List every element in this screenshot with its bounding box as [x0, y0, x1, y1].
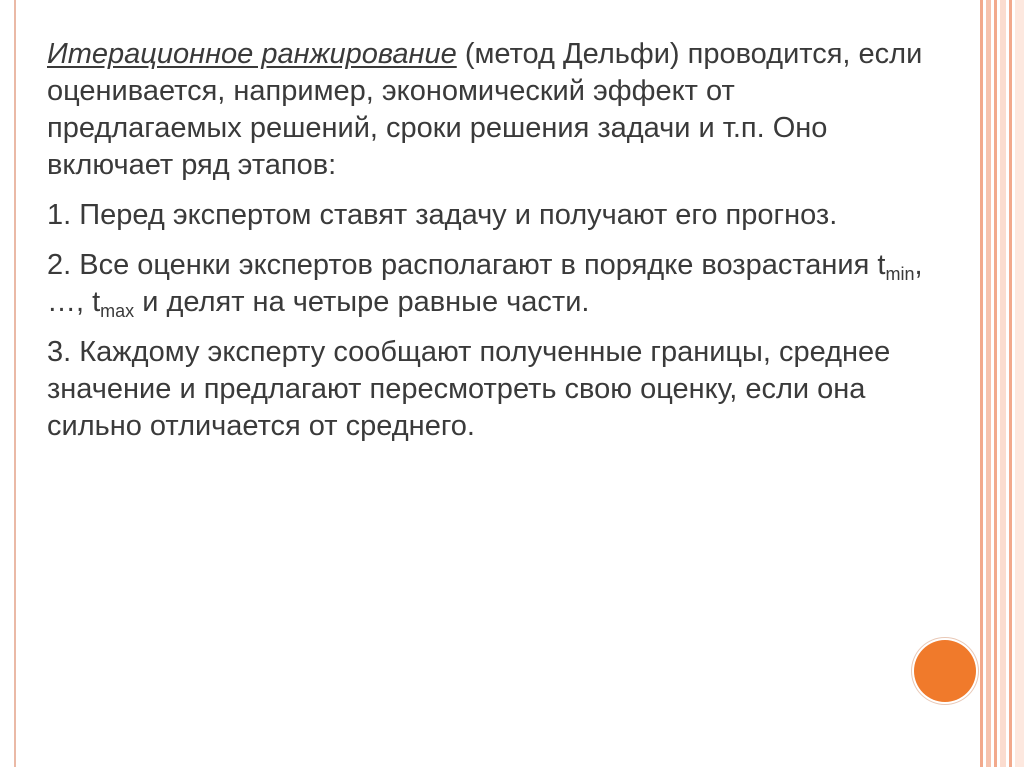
- intro-term: Итерационное ранжирование: [47, 38, 457, 70]
- intro-text: (метод Дельфи) проводится, если оценивается, например, экономический эффект от предлагаемых решений, сроки решения задачи и т.п. Оно включает ряд этапов:: [47, 38, 923, 181]
- right-stripe: [994, 0, 997, 767]
- step-1: 1. Перед экспертом ставят задачу и получают его прогноз.: [47, 199, 838, 231]
- right-stripe: [980, 0, 983, 767]
- slide-body: [47, 36, 927, 458]
- step-2-middle: , …, t: [47, 249, 923, 318]
- step-2: [47, 247, 927, 321]
- subscript-max: max: [100, 301, 135, 321]
- left-border-line: [14, 0, 16, 767]
- right-stripe: [1009, 0, 1012, 767]
- step-2-after: и делят на четыре равные части.: [134, 286, 590, 318]
- intro-paragraph: [47, 36, 927, 184]
- decorative-circle-icon: [914, 640, 976, 702]
- step-3: 3. Каждому эксперту сообщают полученные границы, среднее значение и предлагают пересмотреть свою оценку, если она сильно отличается от среднего.: [47, 336, 891, 442]
- right-stripe: [1015, 0, 1024, 767]
- subscript-min: min: [885, 264, 915, 284]
- right-stripe: [986, 0, 991, 767]
- step-2-before: 2. Все оценки экспертов располагают в порядке возрастания t: [47, 249, 886, 281]
- right-stripe: [1000, 0, 1006, 767]
